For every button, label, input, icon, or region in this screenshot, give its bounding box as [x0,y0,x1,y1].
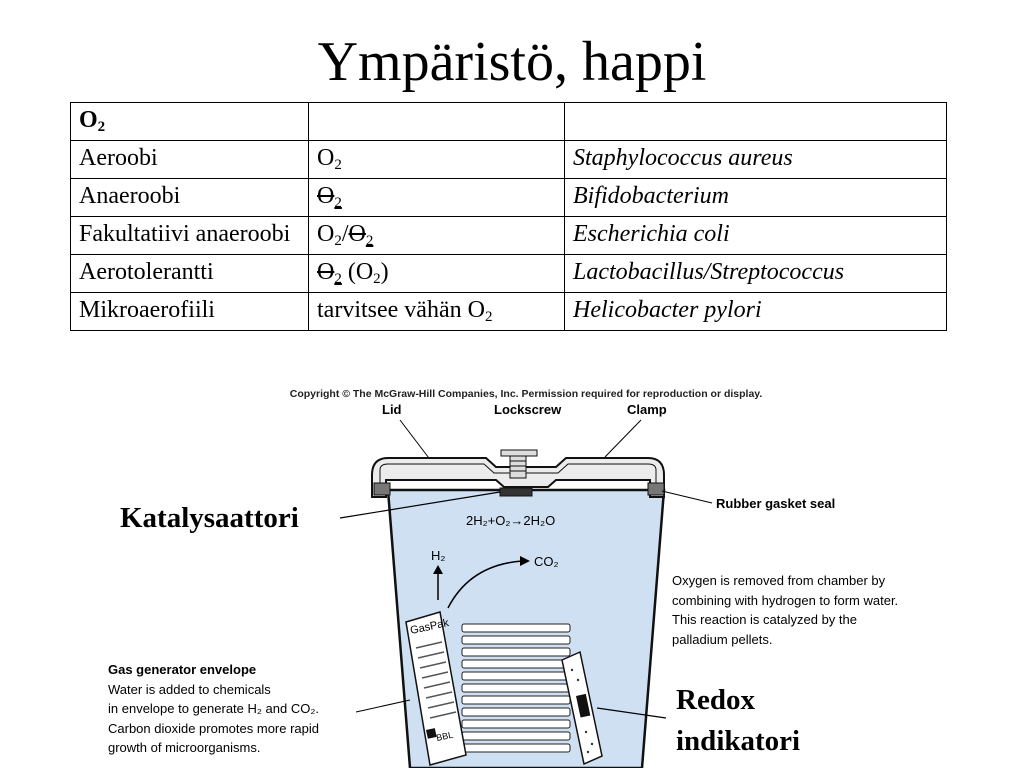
clamp-leader [605,420,641,457]
page-title: Ympäristö, happi [317,31,707,93]
o2-cell: tarvitsee vähän O2 [309,293,565,331]
o2-cell: O2 [309,141,565,179]
redox-label-line1: Redox [676,684,755,716]
table-header-row [71,103,947,141]
gasket-right [648,483,664,495]
table-row [71,255,947,293]
example-cell: Helicobacter pylori [565,293,947,331]
reaction-text: 2H₂+O₂→2H₂O [466,513,556,528]
gasket-leader [662,491,712,503]
example-cell: Lactobacillus/Streptococcus [565,255,947,293]
header-cell: O2 [71,103,309,141]
gaspak-text: GasPak [409,617,450,637]
type-cell: Aerotolerantti [71,255,309,293]
lockscrew-head [501,450,537,456]
lockscrew-label: Lockscrew [494,402,562,417]
o2-cell: O2/O2 [309,217,565,255]
example-cell: Staphylococcus aureus [565,141,947,179]
catalyst-pellets [500,488,532,496]
clamp-label: Clamp [627,402,667,417]
o2-cell: O2 [309,179,565,217]
gasket-left [374,483,390,495]
example-cell: Escherichia coli [565,217,947,255]
o2-cell: O2 (O2) [309,255,565,293]
header-cell [565,103,947,141]
table-row [71,293,947,331]
co2-label: CO₂ [534,554,559,569]
table-row [71,141,947,179]
table-row [71,217,947,255]
type-cell: Anaeroobi [71,179,309,217]
catalyst-label: Katalysaattori [120,502,299,534]
lid-label: Lid [382,402,402,417]
envelope-note: Gas generator envelope Water is added to chemicals in envelope to generate H₂ and CO₂. Carbon dioxide promotes more rapid growth of microorganisms. [108,662,320,755]
type-cell: Aeroobi [71,141,309,179]
oxygen-table [70,102,947,331]
table-row [71,179,947,217]
lockscrew-shaft [510,456,526,478]
type-cell: Fakultatiivi anaeroobi [71,217,309,255]
oxygen-note: Oxygen is removed from chamber by combining with hydrogen to form water. This reaction is catalyzed by the palladium pellets. [672,573,899,647]
example-cell: Bifidobacterium [565,179,947,217]
gasket-label: Rubber gasket seal [716,496,836,511]
header-cell [309,103,565,141]
envelope-leader [356,700,410,712]
bbl-text: BBL [435,729,455,743]
type-cell: Mikroaerofiili [71,293,309,331]
copyright-text: Copyright © The McGraw-Hill Companies, Inc. Permission required for reproduction or display. [289,388,763,400]
petri-dish-stack [462,624,570,752]
redox-label-line2: indikatori [676,725,801,757]
h2-label: H₂ [431,548,446,563]
